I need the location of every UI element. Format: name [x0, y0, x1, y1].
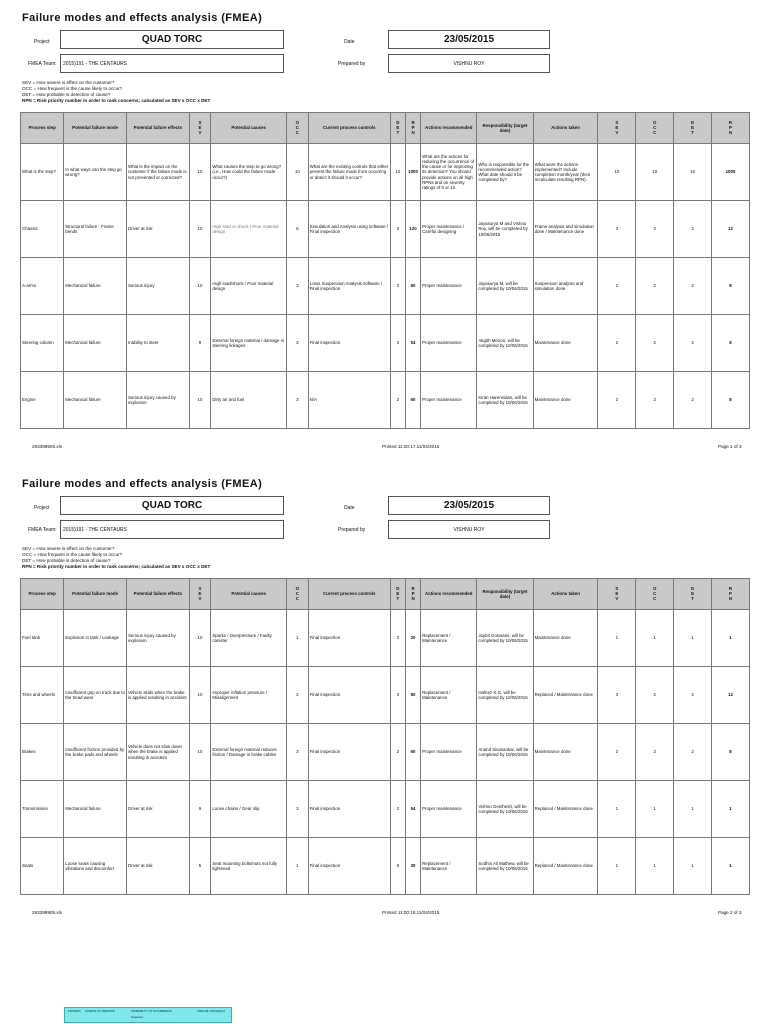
cell-rpn: 1000 [405, 144, 420, 201]
cell-controls: Final inspection [308, 667, 390, 724]
header-label: Potential causes [231, 591, 266, 597]
cell-actions-recommended: Proper maintenance [421, 315, 477, 372]
cell-responsibility: Who is responsible for the recommended action? What date should it be completed by? [477, 144, 533, 201]
header-label: Potential failure mode [72, 591, 119, 597]
team-label: FMEA Team: [28, 61, 57, 67]
cell-causes: What causes the step to go wrong? (i.e., How could the failure mode occur?) [211, 144, 287, 201]
cell-actions-recommended: Proper maintenance [421, 258, 477, 315]
cell-occ: 3 [287, 315, 309, 372]
cell-sev: 9 [189, 781, 211, 838]
legend-rpn: RPN = Risk priority number in order to rank concerns; calculated as SEV x OCC x DET [22, 564, 211, 569]
cell-rpn-after: 8 [712, 258, 750, 315]
header-det-after [674, 113, 712, 144]
header-rpn-after [712, 113, 750, 144]
cell-failure-mode: Insufficient friction provided by the brake pads and wheels [64, 724, 127, 781]
cell-failure-effects: Driver at risk [126, 781, 189, 838]
cell-rpn-after: 1 [712, 838, 750, 895]
header-label: Responsibility (target date) [482, 588, 528, 599]
header-process-step [21, 579, 64, 610]
cell-actions-recommended: Proper maintenance [421, 724, 477, 781]
cell-occ-after: 1 [636, 838, 674, 895]
cell-controls: Final inspection [308, 315, 390, 372]
header-label: SEV [198, 120, 202, 136]
cell-responsibility: Jayasurya M, will be completed by 10/06/2015 [477, 258, 533, 315]
cell-sev: 10 [189, 667, 211, 724]
cell-actions-recommended: Replacement / Maintenance [421, 838, 477, 895]
header-occ [287, 113, 309, 144]
cell-occ: 3 [287, 724, 309, 781]
cell-failure-mode: In what ways can the step go wrong? [64, 144, 127, 201]
cell-actions-recommended: Replacement / Maintenance [421, 610, 477, 667]
footer-printed: Printed 11:00:17,11/04/2015 [382, 444, 440, 449]
cell-failure-effects: Driver at risk [126, 201, 189, 258]
footer-file: 293398905.xls [32, 910, 62, 915]
cell-responsibility: Hafeez K.G, will be completed by 10/06/2015 [477, 667, 533, 724]
cell-actions-taken: Maintenance done [533, 315, 598, 372]
cell-det-after: 1 [674, 781, 712, 838]
cell-failure-effects: Driver at risk [126, 838, 189, 895]
cell-rpn: 30 [405, 838, 420, 895]
fmea-table [20, 112, 750, 429]
cell-responsibility: Anand Sivasankar, will be completed by 10/06/2015 [477, 724, 533, 781]
cell-det: 3 [390, 667, 405, 724]
cell-sev-after: 2 [598, 372, 636, 429]
cell-rpn: 54 [405, 781, 420, 838]
legend-rpn: RPN = Risk priority number in order to rank concerns; calculated as SEV x OCC x DET [22, 98, 211, 103]
header-label: Current process controls [323, 125, 376, 131]
header-label: OCC [653, 586, 657, 602]
strip-label-frequency: Frequency [131, 1016, 144, 1019]
cell-process-step: Brakes [21, 724, 64, 781]
cell-failure-effects: Serious injury [126, 258, 189, 315]
cell-controls: Lotus Suspension Analysis software / Final inspection [308, 258, 390, 315]
footer-page: Page 1 of 3 [718, 444, 742, 449]
header-label: DET [396, 120, 400, 136]
header-label: RPN [411, 586, 415, 602]
cell-rpn-after: 1 [712, 781, 750, 838]
cell-rpn-after: 1000 [712, 144, 750, 201]
cell-sev: 5 [189, 838, 211, 895]
fmea-table [20, 578, 750, 895]
strip-label-probability: PROBABILITY OF OCCURRENCE [131, 1010, 172, 1013]
header-responsibility [477, 113, 533, 144]
cell-det-after: 2 [674, 372, 712, 429]
cell-responsibility: Vishnu Geethesh, will be completed by 10/06/2015 [477, 781, 533, 838]
cell-rpn-after: 12 [712, 201, 750, 258]
cell-sev-after: 1 [598, 838, 636, 895]
cell-rpn-after: 8 [712, 315, 750, 372]
project-field: QUAD TORC [60, 30, 284, 49]
cell-sev: 10 [189, 610, 211, 667]
cell-causes: Dirty air and fuel [211, 372, 287, 429]
cell-failure-mode: Explosion in tank / Leakage [64, 610, 127, 667]
header-label: Potential causes [231, 125, 266, 131]
legend [22, 546, 210, 570]
header-failure-effects [126, 113, 189, 144]
cell-controls: What are the existing controls that either prevent the failure mode from occurring or detect it should it occur? [308, 144, 390, 201]
cell-det-after: 2 [674, 201, 712, 258]
header-label: DET [396, 586, 400, 602]
cell-occ-after: 1 [636, 610, 674, 667]
header-controls [308, 113, 390, 144]
strip-label-analyze: ANALYZE THE EFFECT [197, 1010, 226, 1013]
cell-sev-after: 3 [598, 667, 636, 724]
header-det [390, 579, 405, 610]
cell-actions-recommended: Proper maintenance / Careful designing [421, 201, 477, 258]
cell-actions-recommended: Proper maintenance [421, 781, 477, 838]
cell-responsibility: Kiran Harensidan, will be completed by 10/06/2015 [477, 372, 533, 429]
cell-responsibility: Jayasurya M and Vishnu Roy, will be completed by 10/06/2015 [477, 201, 533, 258]
footer-file: 293398905.xls [32, 444, 62, 449]
cell-sev-after: 2 [598, 315, 636, 372]
cell-det: 2 [390, 724, 405, 781]
cell-controls: Final inspection [308, 610, 390, 667]
cell-responsibility: Sodhin Ali Mathew, will be completed by 10/06/2015 [477, 838, 533, 895]
cell-causes: External foreign material reduces friction / Damage in brake cables [211, 724, 287, 781]
strip-label-process: PROCESS [68, 1010, 81, 1013]
header-label: SEV [198, 586, 202, 602]
date-field: 23/05/2015 [388, 496, 550, 515]
header-label: OCC [295, 586, 300, 602]
table-row [21, 258, 750, 315]
header-label: Responsibility (target date) [482, 122, 528, 133]
header-label: Actions recommended [425, 591, 473, 597]
table-row [21, 144, 750, 201]
header-rpn [405, 579, 420, 610]
header-label: OCC [653, 120, 657, 136]
cell-causes: High load/shock / Poor material design [211, 258, 287, 315]
cell-failure-mode: Mechanical failure [64, 315, 127, 372]
header-actions-taken [533, 579, 598, 610]
cell-occ-after: 2 [636, 372, 674, 429]
team-field: 2015)191 - THE CENTAURS [60, 54, 284, 73]
cell-det-after: 2 [674, 667, 712, 724]
header-label: Actions taken [551, 591, 580, 597]
cell-actions-recommended: Replacement / Maintenance [421, 667, 477, 724]
header-failure-mode [64, 113, 127, 144]
cell-failure-effects: Vehicle does not slow down when the brake is applied resulting in accident [126, 724, 189, 781]
header-label: SEV [615, 120, 619, 136]
cell-causes: Improper inflation pressure / Misalignment [211, 667, 287, 724]
table-row [21, 667, 750, 724]
strip-label-source: SOURCE OF VARIATION [85, 1010, 115, 1013]
header-causes [211, 579, 287, 610]
cell-responsibility: Akgith Menon, will be completed by 10/06/2015 [477, 315, 533, 372]
project-label: Project [34, 39, 50, 45]
cell-failure-mode: Mechanical failure [64, 258, 127, 315]
cell-actions-taken: Replaced / Maintenance done [533, 781, 598, 838]
cell-occ-after: 10 [636, 144, 674, 201]
cell-sev-after: 10 [598, 144, 636, 201]
header-rpn [405, 113, 420, 144]
cell-failure-effects: Vehicle skids when the brake is applied resulting in accident [126, 667, 189, 724]
cell-failure-mode: Insufficient grip on track due to the tread wear [64, 667, 127, 724]
header-label: Process step [28, 125, 56, 131]
header-process-step [21, 113, 64, 144]
header-label: Process step [28, 591, 56, 597]
date-label: Date [344, 39, 355, 45]
cell-occ: 3 [287, 258, 309, 315]
cell-failure-mode: Mechanical failure [64, 372, 127, 429]
table-row [21, 781, 750, 838]
cell-det: 2 [390, 781, 405, 838]
cell-process-step: Transmission [21, 781, 64, 838]
table-row [21, 201, 750, 258]
cell-det: 2 [390, 372, 405, 429]
legend-det: DET = How probable is detection of cause? [22, 558, 111, 563]
cell-rpn: 60 [405, 372, 420, 429]
cell-actions-taken: Maintenance done [533, 610, 598, 667]
cell-failure-effects: What is the impact on the customer if the failure mode is not prevented or corrected? [126, 144, 189, 201]
cell-sev: 10 [189, 144, 211, 201]
cell-occ-after: 2 [636, 667, 674, 724]
cell-occ: 1 [287, 610, 309, 667]
header-sev-after [598, 113, 636, 144]
cell-process-step: Seats [21, 838, 64, 895]
cell-failure-effects: Serious injury caused by explosion [126, 372, 189, 429]
cell-occ-after: 2 [636, 201, 674, 258]
cell-sev-after: 1 [598, 781, 636, 838]
cell-causes: Loose chains / Gear slip [211, 781, 287, 838]
table-header-row [21, 113, 750, 144]
header-rpn-after [712, 579, 750, 610]
header-label: RPN [411, 120, 415, 136]
cell-occ: 3 [287, 372, 309, 429]
cell-sev-after: 2 [598, 724, 636, 781]
cell-rpn: 60 [405, 667, 420, 724]
date-label: Date [344, 505, 355, 511]
header-causes [211, 113, 287, 144]
header-sev [189, 579, 211, 610]
legend [22, 80, 210, 104]
table-row [21, 610, 750, 667]
cell-rpn-after: 8 [712, 372, 750, 429]
cell-causes: Seat mounting bolts/nuts not fully tightened [211, 838, 287, 895]
cell-occ: 3 [287, 781, 309, 838]
cell-det: 2 [390, 315, 405, 372]
header-label: Potential failure mode [72, 125, 119, 131]
header-occ-after [636, 113, 674, 144]
page-title: Failure modes and effects analysis (FMEA) [22, 12, 263, 24]
page-title: Failure modes and effects analysis (FMEA) [22, 478, 263, 490]
cell-rpn: 20 [405, 610, 420, 667]
cell-controls: Final inspection [308, 724, 390, 781]
table-header-row [21, 579, 750, 610]
cell-actions-taken: Maintenance done [533, 372, 598, 429]
header-occ [287, 579, 309, 610]
cell-process-step: Steering column [21, 315, 64, 372]
cell-sev: 10 [189, 201, 211, 258]
cell-sev: 9 [189, 315, 211, 372]
cell-failure-mode: Loose seats causing vibrations and discomfort [64, 838, 127, 895]
header-label: RPN [728, 586, 733, 602]
header-actions-taken [533, 113, 598, 144]
cell-actions-taken: What were the actions implemented? Include completion month/year (then recalculate resulting RPN). [533, 144, 598, 201]
team-field: 2015)191 - THE CENTAURS [60, 520, 284, 539]
cell-det-after: 2 [674, 724, 712, 781]
cell-actions-taken: Suspension analysis and simulation done [533, 258, 598, 315]
header-actions-recommended [421, 113, 477, 144]
cell-rpn-after: 8 [712, 724, 750, 781]
cell-process-step: Engine [21, 372, 64, 429]
cell-occ: 10 [287, 144, 309, 201]
cell-causes: External foreign material / damage in steering linkages [211, 315, 287, 372]
cell-occ: 1 [287, 838, 309, 895]
project-label: Project [34, 505, 50, 511]
cell-det-after: 1 [674, 838, 712, 895]
cell-det: 6 [390, 838, 405, 895]
legend-sev: SEV = How severe is effect on the customer? [22, 80, 115, 85]
cell-sev-after: 2 [598, 258, 636, 315]
cell-controls: Final inspection [308, 781, 390, 838]
cell-responsibility: Jaybit Goswami, will be completed by 10/06/2015 [477, 610, 533, 667]
header-actions-recommended [421, 579, 477, 610]
cell-actions-taken: Maintenance done [533, 724, 598, 781]
header-label: SEV [615, 586, 619, 602]
footer-page: Page 2 of 3 [718, 910, 742, 915]
prepared-by-label: Prepared by [338, 527, 366, 533]
prepared-by-field: VISHNU ROY [388, 520, 550, 539]
table-row [21, 372, 750, 429]
legend-occ: OCC = How frequent is the cause likely to occur? [22, 552, 123, 557]
cell-failure-mode: Mechanical failure [64, 781, 127, 838]
cell-rpn: 120 [405, 201, 420, 258]
header-failure-effects [126, 579, 189, 610]
legend-sev: SEV = How severe is effect on the customer? [22, 546, 115, 551]
cell-actions-taken: Replaced / Maintenance done [533, 838, 598, 895]
cell-occ-after: 2 [636, 724, 674, 781]
cell-controls: Simulation and Analysis using software / Final inspection [308, 201, 390, 258]
cell-det-after: 1 [674, 610, 712, 667]
header-occ-after [636, 579, 674, 610]
cell-det-after: 2 [674, 315, 712, 372]
cell-actions-recommended: Proper maintenance [421, 372, 477, 429]
cell-process-step: What is the step? [21, 144, 64, 201]
project-field: QUAD TORC [60, 496, 284, 515]
header-label: DET [690, 120, 695, 136]
cell-controls: Final inspection [308, 838, 390, 895]
cell-occ-after: 2 [636, 315, 674, 372]
legend-det: DET = How probable is detection of cause? [22, 92, 111, 97]
legend-occ: OCC = How frequent is the cause likely to occur? [22, 86, 123, 91]
cell-controls: N/A [308, 372, 390, 429]
cell-process-step: A-arms [21, 258, 64, 315]
cell-process-step: Fuel tank [21, 610, 64, 667]
header-failure-mode [64, 579, 127, 610]
header-det-after [674, 579, 712, 610]
cell-occ-after: 2 [636, 258, 674, 315]
cell-rpn: 60 [405, 258, 420, 315]
cell-det: 10 [390, 144, 405, 201]
header-label: Actions recommended [425, 125, 473, 131]
cell-failure-effects: Inability to steer [126, 315, 189, 372]
cell-actions-taken: Frame analysis and simulation done / Maintenance done [533, 201, 598, 258]
cell-sev: 10 [189, 724, 211, 781]
header-label: RPN [728, 120, 733, 136]
cell-det: 2 [390, 258, 405, 315]
page3-header-strip [64, 1007, 232, 1023]
cell-det-after: 2 [674, 258, 712, 315]
cell-occ: 2 [287, 667, 309, 724]
cell-sev-after: 1 [598, 610, 636, 667]
header-sev-after [598, 579, 636, 610]
table-row [21, 838, 750, 895]
cell-causes: High load or shock / Poor material design [211, 201, 287, 258]
date-field: 23/05/2015 [388, 30, 550, 49]
cell-actions-recommended: What are the actions for reducing the occurrence of the cause or for improving its detection? You should provide actions on all high RPNs and on severity ratings of 9 or 10. [421, 144, 477, 201]
cell-occ: 6 [287, 201, 309, 258]
cell-causes: Sparks / Overpressure / Faulty canister [211, 610, 287, 667]
header-label: Actions taken [551, 125, 580, 131]
cell-sev-after: 3 [598, 201, 636, 258]
table-row [21, 315, 750, 372]
cell-det-after: 10 [674, 144, 712, 201]
cell-process-step: Chassis [21, 201, 64, 258]
cell-failure-effects: Serious injury caused by explosion [126, 610, 189, 667]
cell-actions-taken: Replaced / Maintenance done [533, 667, 598, 724]
header-controls [308, 579, 390, 610]
cell-failure-mode: Structural failure - Frame bends [64, 201, 127, 258]
cell-rpn: 60 [405, 724, 420, 781]
cell-rpn: 54 [405, 315, 420, 372]
header-label: Current process controls [323, 591, 376, 597]
footer-printed: Printed 11:00:18,11/04/2015 [382, 910, 440, 915]
header-label: DET [690, 586, 695, 602]
cell-rpn-after: 12 [712, 667, 750, 724]
table-row [21, 724, 750, 781]
cell-sev: 10 [189, 372, 211, 429]
header-sev [189, 113, 211, 144]
cell-process-step: Tires and wheels [21, 667, 64, 724]
cell-det: 2 [390, 201, 405, 258]
prepared-by-label: Prepared by [338, 61, 366, 67]
header-det [390, 113, 405, 144]
cell-det: 2 [390, 610, 405, 667]
cell-rpn-after: 1 [712, 610, 750, 667]
team-label: FMEA Team: [28, 527, 57, 533]
header-label: Potential failure effects [133, 591, 182, 597]
header-responsibility [477, 579, 533, 610]
cell-occ-after: 1 [636, 781, 674, 838]
cell-sev: 10 [189, 258, 211, 315]
header-label: Potential failure effects [133, 125, 182, 131]
header-label: OCC [295, 120, 300, 136]
prepared-by-field: VISHNU ROY [388, 54, 550, 73]
